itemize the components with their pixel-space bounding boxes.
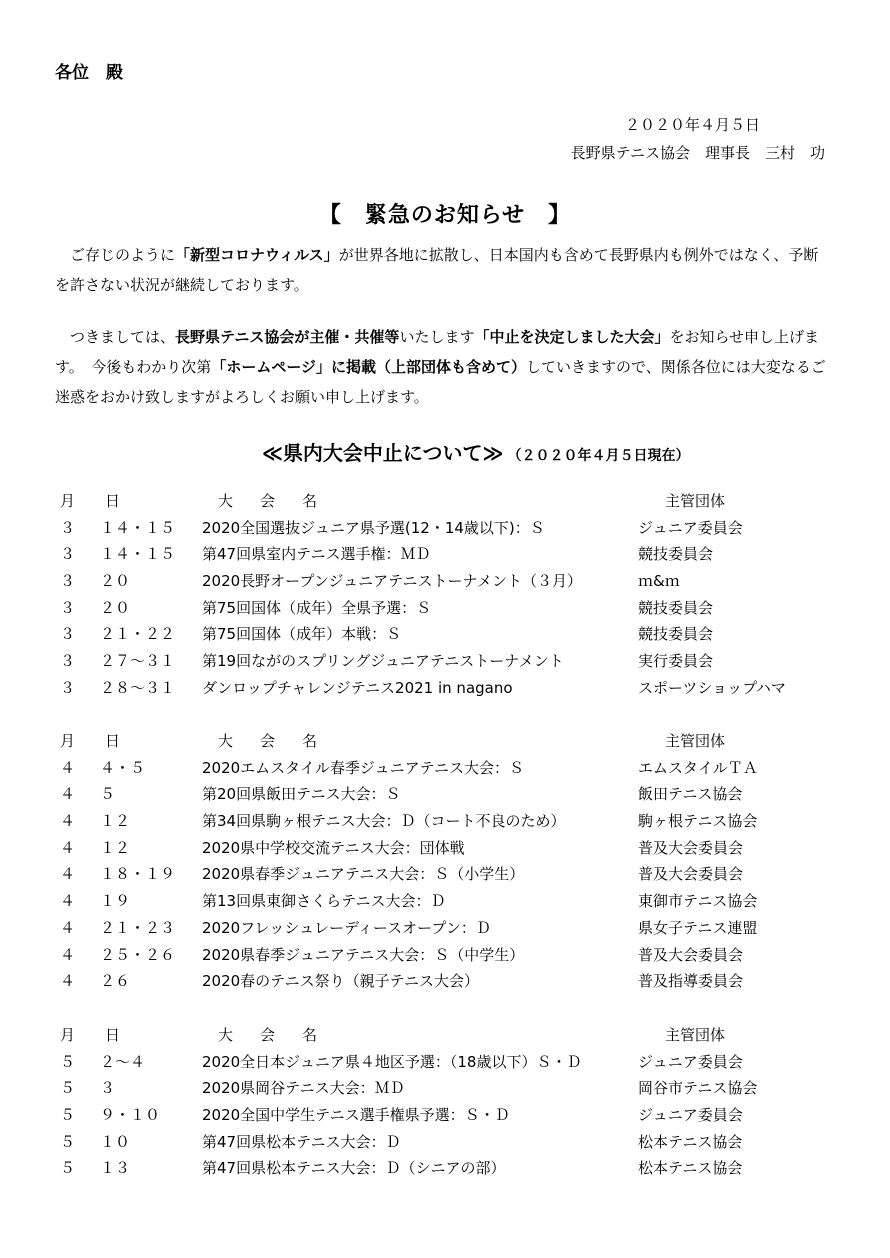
emphasis: 「中止を決定しました大会」 xyxy=(474,328,670,346)
event-month: ３ xyxy=(60,545,76,564)
col-day: 日 xyxy=(105,492,121,510)
table-row xyxy=(60,1049,840,1076)
emphasis: 「新型コロナウィルス」 xyxy=(175,246,339,264)
event-name: 2020エムスタイル春季ジュニアテニス大会：Ｓ xyxy=(202,758,524,777)
table-row xyxy=(60,1102,840,1129)
event-day: ２７～３１ xyxy=(100,652,176,671)
event-day: ２８～３１ xyxy=(100,678,176,697)
event-organizer: 普及大会委員会 xyxy=(638,865,744,884)
event-organizer: 東御市テニス協会 xyxy=(638,892,758,911)
event-month: ４ xyxy=(60,972,76,991)
event-organizer: 競技委員会 xyxy=(638,545,714,564)
section-title xyxy=(262,437,689,466)
col-organizer: 主管団体 xyxy=(665,492,726,510)
event-name: 第20回県飯田テニス大会：Ｓ xyxy=(202,785,401,804)
table-row xyxy=(60,1155,840,1182)
event-day: ２０ xyxy=(100,572,131,591)
event-month: ４ xyxy=(60,945,76,964)
event-month: ４ xyxy=(60,838,76,857)
event-organizer: 実行委員会 xyxy=(638,652,714,671)
event-month: ５ xyxy=(60,1159,76,1178)
cancelled-events-april xyxy=(60,728,840,995)
col-day: 日 xyxy=(105,732,121,750)
event-month: ３ xyxy=(60,652,76,671)
recipient: 各位 殿 xyxy=(55,63,123,83)
event-month: ４ xyxy=(60,918,76,937)
table-row xyxy=(60,1075,840,1102)
event-name: 第47回県室内テニス選手権：ＭＤ xyxy=(202,545,431,564)
event-organizer: 松本テニス協会 xyxy=(638,1159,743,1178)
event-month: ４ xyxy=(60,785,76,804)
event-organizer: ジュニア委員会 xyxy=(638,518,743,537)
table-row xyxy=(60,915,840,942)
event-day: １０ xyxy=(100,1132,131,1151)
event-organizer: 県女子テニス連盟 xyxy=(638,918,758,937)
table-header xyxy=(60,1022,840,1049)
table-row xyxy=(60,621,840,648)
table-row xyxy=(60,942,840,969)
text: していきますので、関係各位には大変なるご迷惑をおかけ致しますがよろしくお願い申し上げます。 xyxy=(55,358,826,406)
table-row xyxy=(60,515,840,542)
table-row xyxy=(60,1129,840,1156)
event-name: 第47回県松本テニス大会：Ｄ xyxy=(202,1132,401,1151)
event-organizer: ジュニア委員会 xyxy=(638,1106,743,1125)
event-month: ３ xyxy=(60,678,76,697)
event-day: ２５・２６ xyxy=(100,945,176,964)
issue-date: ２０２０年４月５日 xyxy=(624,116,760,134)
event-organizer: 普及大会委員会 xyxy=(638,838,744,857)
event-month: ４ xyxy=(60,865,76,884)
event-name: 2020フレッシュレーディースオープン：Ｄ xyxy=(202,918,491,937)
event-name: 2020全国中学生テニス選手権県予選：Ｓ・Ｄ xyxy=(202,1106,510,1125)
event-organizer: 飯田テニス協会 xyxy=(638,785,743,804)
event-name: 第75回国体（成年）全県予選：Ｓ xyxy=(202,598,432,617)
event-day: １２ xyxy=(100,812,131,831)
table-row xyxy=(60,781,840,808)
event-organizer: スポーツショップハマ xyxy=(638,678,786,697)
event-name: 2020県中学校交流テニス大会：団体戦 xyxy=(202,838,465,857)
event-month: ５ xyxy=(60,1106,76,1125)
event-name: 第34回県駒ヶ根テニス大会：Ｄ（コート不良のため） xyxy=(202,812,566,831)
col-month: 月 xyxy=(60,732,76,750)
event-organizer: 普及大会委員会 xyxy=(638,945,744,964)
event-organizer: 競技委員会 xyxy=(638,625,714,644)
table-row xyxy=(60,541,840,568)
event-day: ２１・２２ xyxy=(100,625,176,644)
event-name: 第19回ながのスプリングジュニアテニストーナメント xyxy=(202,652,564,671)
event-name: 第47回県松本テニス大会：Ｄ（シニアの部） xyxy=(202,1159,506,1178)
event-day: １９ xyxy=(100,892,131,911)
table-row xyxy=(60,888,840,915)
event-name: 2020長野オープンジュニアテニストーナメント（３月） xyxy=(202,572,582,591)
event-month: ３ xyxy=(60,572,76,591)
table-row xyxy=(60,595,840,622)
event-name: 2020春のテニス祭り（親子テニス大会） xyxy=(202,972,479,991)
text: いたします xyxy=(399,328,475,346)
event-month: ４ xyxy=(60,758,76,777)
sender: 長野県テニス協会 理事長 三村 功 xyxy=(570,144,825,162)
table-header xyxy=(60,488,840,515)
event-month: ５ xyxy=(60,1079,76,1098)
emphasis: 長野県テニス協会が主催・共催等 xyxy=(175,328,400,346)
table-row xyxy=(60,968,840,995)
text: が世界各地に拡散し、日本国内も含めて長野県内も例外ではなく、予断を許さない状況が継続しております。 xyxy=(55,246,819,294)
event-name: 2020全日本ジュニア県４地区予選：（18歳以下）Ｓ・Ｄ xyxy=(202,1052,582,1071)
event-day: ９・１０ xyxy=(100,1106,161,1125)
table-row xyxy=(60,648,840,675)
table-row xyxy=(60,675,840,702)
event-day: ２６ xyxy=(100,972,131,991)
event-day: ２～４ xyxy=(100,1052,146,1071)
col-event-name: 大 会 名 xyxy=(218,492,324,510)
event-organizer: ジュニア委員会 xyxy=(638,1052,743,1071)
event-day: １４・１５ xyxy=(100,518,176,537)
event-organizer: 駒ヶ根テニス協会 xyxy=(638,812,758,831)
col-organizer: 主管団体 xyxy=(665,732,726,750)
cancelled-events-march xyxy=(60,488,840,702)
section-title-text: ≪県内大会中止について≫ xyxy=(262,441,504,465)
intro-paragraph-2 xyxy=(55,322,830,412)
col-month: 月 xyxy=(60,1026,76,1044)
event-name: 2020県岡谷テニス大会：ＭＤ xyxy=(202,1079,405,1098)
cancelled-events-may xyxy=(60,1022,840,1182)
emphasis: 「ホームページ」に掲載（上部団体も含めて） xyxy=(211,358,527,376)
event-organizer: 競技委員会 xyxy=(638,598,714,617)
event-day: ５ xyxy=(100,785,116,804)
event-month: ３ xyxy=(60,625,76,644)
table-row xyxy=(60,755,840,782)
table-row xyxy=(60,861,840,888)
event-day: １８・１９ xyxy=(100,865,176,884)
event-organizer: ｍ&ｍ xyxy=(638,572,680,591)
col-organizer: 主管団体 xyxy=(665,1026,726,1044)
event-organizer: エムスタイルＴＡ xyxy=(638,758,758,777)
event-month: ３ xyxy=(60,598,76,617)
col-day: 日 xyxy=(105,1026,121,1044)
event-day: １４・１５ xyxy=(100,545,176,564)
table-row xyxy=(60,835,840,862)
text: ご存じのように xyxy=(70,246,176,264)
page-title: 【 緊急のお知らせ 】 xyxy=(318,203,572,228)
event-month: ３ xyxy=(60,518,76,537)
table-row xyxy=(60,568,840,595)
text: つきましては、 xyxy=(70,328,176,346)
event-day: １３ xyxy=(100,1159,131,1178)
col-month: 月 xyxy=(60,492,76,510)
col-event-name: 大 会 名 xyxy=(218,732,324,750)
event-month: ５ xyxy=(60,1132,76,1151)
event-name: 2020県春季ジュニアテニス大会：Ｓ（中学生） xyxy=(202,945,525,964)
event-month: ４ xyxy=(60,812,76,831)
table-row xyxy=(60,808,840,835)
event-month: ４ xyxy=(60,892,76,911)
table-header xyxy=(60,728,840,755)
event-day: ４・５ xyxy=(100,758,146,777)
event-organizer: 普及指導委員会 xyxy=(638,972,744,991)
event-day: ２０ xyxy=(100,598,131,617)
as-of-date: （２０２０年４月５日現在） xyxy=(507,448,690,464)
event-organizer: 岡谷市テニス協会 xyxy=(638,1079,758,1098)
event-name: 2020県春季ジュニアテニス大会：Ｓ（小学生） xyxy=(202,865,525,884)
event-name: 2020全国選抜ジュニア県予選(12・14歳以下)：Ｓ xyxy=(202,518,545,537)
event-name: ダンロップチャレンジテニス2021 in nagano xyxy=(202,678,513,697)
text: をお知らせ申し上げます。 今後もわかり次第 xyxy=(55,328,820,376)
event-day: ２１・２３ xyxy=(100,918,176,937)
event-month: ５ xyxy=(60,1052,76,1071)
intro-paragraph-1 xyxy=(55,240,830,300)
col-event-name: 大 会 名 xyxy=(218,1026,324,1044)
event-organizer: 松本テニス協会 xyxy=(638,1132,743,1151)
event-name: 第75回国体（成年）本戦：Ｓ xyxy=(202,625,402,644)
event-day: １２ xyxy=(100,838,131,857)
event-name: 第13回県東御さくらテニス大会：Ｄ xyxy=(202,892,446,911)
event-day: ３ xyxy=(100,1079,116,1098)
